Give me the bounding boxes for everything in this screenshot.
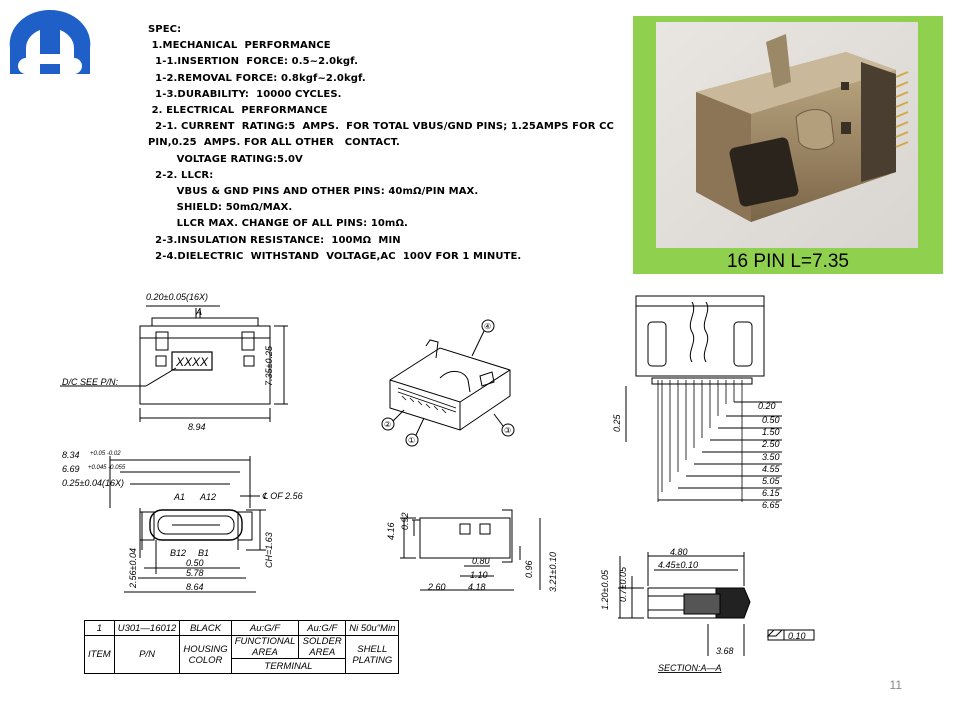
dim-label: 0.92 [400, 512, 410, 530]
dim-label: 4.80 [670, 547, 688, 557]
table-cell: P/N [114, 636, 180, 674]
callout-1: ① [408, 436, 416, 445]
dim-label: 5.05 [762, 476, 780, 486]
spec-text [148, 22, 618, 265]
dim-label: 7.35±0.25 [264, 346, 274, 386]
dim-tolerance: +0.05 -0.02 [90, 451, 121, 457]
section-view-drawing [598, 536, 828, 676]
table-cell: SOLDER AREA [299, 636, 346, 659]
table-cell: Au:G/F [299, 621, 346, 636]
spec-line: 1-1.INSERTION FORCE: 0.5~2.0kgf. [148, 56, 358, 68]
dim-label: 0.96 [524, 560, 534, 578]
table-cell: 1 [85, 621, 115, 636]
table-cell: HOUSING COLOR [180, 636, 231, 674]
dim-label: 0.50 [762, 415, 780, 425]
dim-label: 1.10 [470, 570, 488, 580]
dim-label: 0.50 [186, 558, 204, 568]
table-cell: FUNCTIONAL AREA [231, 636, 299, 659]
pin-label: B1 [198, 548, 210, 558]
title-block-table [84, 620, 399, 674]
dim-label: 0.20±0.05(16X) [146, 292, 208, 302]
dim-label: 4.55 [762, 464, 780, 474]
dim-tolerance: +0.045 -0.055 [88, 465, 126, 471]
front-view-drawing [60, 448, 330, 603]
dim-label: 6.15 [762, 488, 780, 498]
dim-label: 0.80 [472, 556, 490, 566]
spec-line: SHIELD: 50mΩ/MAX. [148, 202, 293, 214]
table-row [85, 621, 399, 636]
callout-4: ④ [484, 322, 492, 331]
dim-label: ℄ OF 2.56 [262, 491, 303, 501]
product-photo-frame [633, 16, 943, 274]
dim-label: 1.50 [762, 427, 780, 437]
table-cell: Ni 50u"Min [346, 621, 399, 636]
spec-line: 1-2.REMOVAL FORCE: 0.8kgf~2.0kgf. [148, 72, 366, 84]
table-cell: U301—16012 [114, 621, 180, 636]
dim-label: 1.20±0.05 [600, 570, 610, 610]
dim-label: 8.34 [62, 450, 80, 460]
dim-label: 2.56±0.04 [128, 548, 138, 588]
spec-line: 2-1. CURRENT RATING:5 AMPS. FOR TOTAL VBUS/GND PINS; 1.25AMPS FOR CC [148, 121, 614, 133]
page-number: 11 [889, 678, 902, 692]
spec-line: 2-2. LLCR: [148, 169, 214, 181]
spec-line: 2-4.DIELECTRIC WITHSTAND VOLTAGE,AC 100V FOR 1 MINUTE. [148, 250, 522, 262]
spec-line: SPEC: [148, 24, 182, 35]
spec-line: 2-3.INSULATION RESISTANCE: 100MΩ MIN [148, 234, 401, 246]
flatness-label: 0.10 [788, 631, 806, 641]
photo-caption: 16 PIN L=7.35 [726, 251, 849, 272]
table-cell: TERMINAL [231, 659, 346, 674]
dim-label: 6.65 [762, 500, 780, 510]
table-cell: ITEM [85, 636, 115, 674]
pin-label: A12 [200, 492, 217, 502]
spec-line: 1.MECHANICAL PERFORMANCE [148, 40, 331, 52]
company-logo [6, 8, 94, 80]
spec-line: VOLTAGE RATING:5.0V [148, 153, 303, 165]
section-label: A [196, 307, 203, 317]
spec-line: VBUS & GND PINS AND OTHER PINS: 40mΩ/PIN MAX. [148, 186, 479, 198]
pinout-view-drawing [606, 292, 796, 518]
pin-label: A1 [174, 492, 186, 502]
pin-label: B12 [170, 548, 187, 558]
callout-2: ② [384, 420, 392, 429]
dim-label: 0.25 [612, 414, 622, 432]
dim-label: 8.64 [186, 582, 204, 592]
dim-label: CH=1.63 [264, 532, 274, 568]
dim-label: 3.68 [716, 646, 734, 656]
dim-label: 0.20 [758, 401, 776, 411]
dim-label: 6.69 [62, 464, 80, 474]
side-view-drawing [380, 500, 570, 600]
top-view-drawing [60, 288, 290, 438]
spec-line: 2. ELECTRICAL PERFORMANCE [148, 105, 328, 117]
dim-label: 0.25±0.04(16X) [62, 478, 124, 488]
table-cell: BLACK [180, 621, 231, 636]
dim-label: 4.45±0.10 [658, 560, 698, 570]
marking-label: XXXX [176, 355, 209, 369]
dim-label: 5.78 [186, 568, 204, 578]
table-row [85, 636, 399, 659]
spec-line: LLCR MAX. CHANGE OF ALL PINS: 10mΩ. [148, 218, 408, 230]
dim-label: 3.50 [762, 452, 780, 462]
dim-label: 4.18 [468, 582, 486, 592]
dim-label: 2.50 [762, 439, 780, 449]
dim-label: 0.7±0.05 [618, 567, 628, 602]
section-title: SECTION:A—A [658, 663, 722, 673]
spec-line: PIN,0.25 AMPS. FOR ALL OTHER CONTACT. [148, 137, 400, 149]
spec-line: 1-3.DURABILITY: 10000 CYCLES. [148, 88, 342, 100]
dc-note: D/C SEE P/N: [62, 377, 119, 387]
dim-label: 4.16 [386, 522, 396, 540]
table-cell: Au:G/F [231, 621, 299, 636]
product-photo [656, 22, 918, 248]
dim-label: 3.21±0.10 [548, 552, 558, 592]
dim-label: 2.60 [428, 582, 446, 592]
isometric-view-drawing [380, 318, 525, 448]
callout-3: ③ [504, 426, 512, 435]
table-cell: SHELL PLATING [346, 636, 399, 674]
dim-label: 8.94 [188, 422, 206, 432]
